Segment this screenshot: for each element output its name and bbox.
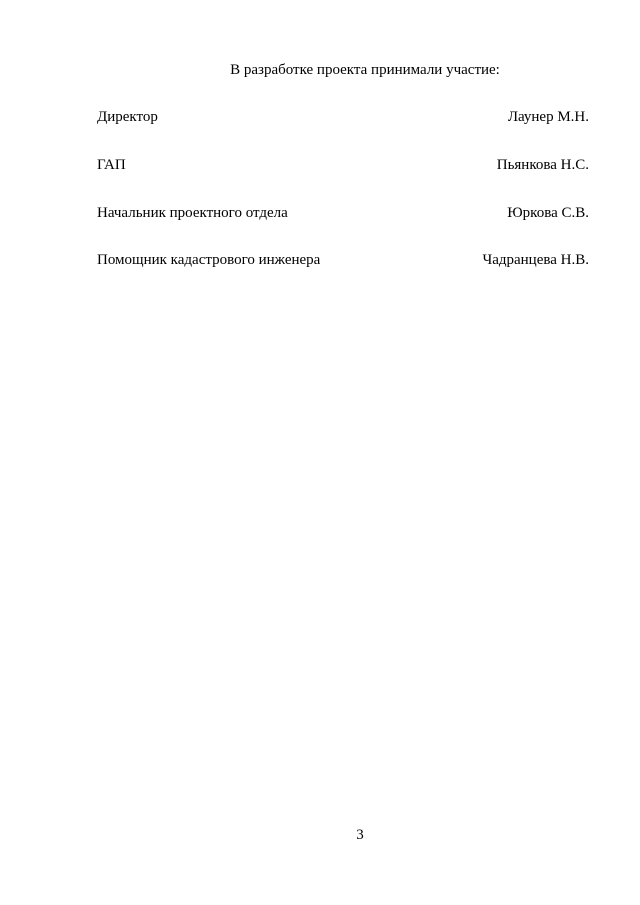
participant-row (97, 156, 589, 174)
participant-row (97, 251, 589, 269)
participant-role: Помощник кадастрового инженера (97, 252, 321, 268)
participant-name: Юркова С.В. (507, 205, 589, 221)
participant-row (97, 108, 589, 126)
participant-role: ГАП (97, 157, 126, 173)
participant-name: Пьянкова Н.С. (496, 157, 589, 173)
participant-row (97, 204, 589, 222)
page-number: 3 (356, 827, 364, 843)
participant-name: Чадранцева Н.В. (482, 252, 589, 268)
participant-role: Начальник проектного отдела (97, 205, 288, 221)
participants-heading: В разработке проекта принимали участие: (230, 62, 500, 78)
participant-name: Лаунер М.Н. (507, 109, 589, 125)
participant-role: Директор (97, 109, 158, 125)
